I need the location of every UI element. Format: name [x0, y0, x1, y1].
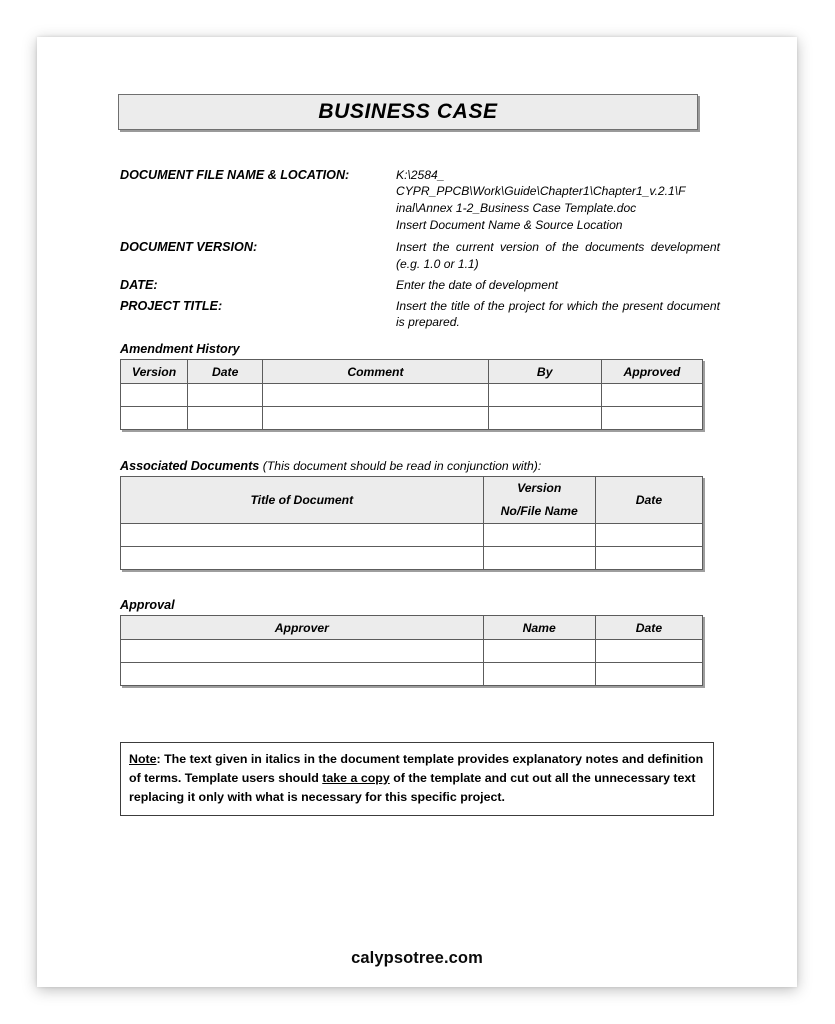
table-row [121, 407, 703, 430]
cell-by[interactable] [488, 407, 601, 430]
file-path-line-2: CYPR_PPCB\Work\Guide\Chapter1\Chapter1_v.2.1\F [396, 184, 686, 199]
document-metadata [120, 167, 720, 335]
column-header-title-of-document: Title of Document [121, 477, 484, 524]
cell-by[interactable] [488, 384, 601, 407]
section-caption-approval: Approval [120, 598, 175, 612]
cell-date[interactable] [595, 640, 702, 663]
table-header-row [121, 477, 703, 524]
cell-title-of-document[interactable] [121, 524, 484, 547]
cell-approved[interactable] [601, 384, 702, 407]
meta-row-date [120, 277, 720, 294]
column-header-comment: Comment [263, 360, 488, 384]
cell-approver[interactable] [121, 663, 484, 686]
meta-value-document-version: Insert the current version of the documents development (e.g. 1.0 or 1.1) [396, 240, 720, 271]
cell-version[interactable] [121, 407, 188, 430]
note-label: Note [129, 752, 157, 766]
meta-value-file-name [396, 167, 720, 233]
meta-label-project-title: PROJECT TITLE: [120, 298, 223, 313]
meta-row-project-title [120, 298, 720, 331]
column-header-version: Version [121, 360, 188, 384]
table-header-row [121, 616, 703, 640]
meta-label-file-name: DOCUMENT FILE NAME & LOCATION: [120, 168, 350, 182]
meta-row-document-version [120, 239, 720, 272]
column-header-date: Date [595, 616, 702, 640]
note-part-2: of the template and cut out all the unnecessary text replacing it only with what is necessary for this specific project. [129, 770, 696, 804]
cell-version[interactable] [483, 524, 595, 547]
file-path-hint: Insert Document Name & Source Location [396, 217, 623, 232]
table-row [121, 547, 703, 570]
file-path-line-1: K:\2584_ [396, 168, 445, 182]
column-header-version-line1: Version [517, 481, 562, 495]
cell-date[interactable] [188, 407, 263, 430]
cell-name[interactable] [483, 640, 595, 663]
column-header-name: Name [483, 616, 595, 640]
section-approval [120, 598, 703, 686]
column-header-approver: Approver [121, 616, 484, 640]
meta-value-date: Enter the date of development [396, 277, 559, 292]
section-associated-documents [120, 459, 703, 570]
table-row [121, 524, 703, 547]
table-row [121, 663, 703, 686]
table-row [121, 384, 703, 407]
section-amendment-history [120, 342, 703, 430]
cell-version[interactable] [121, 384, 188, 407]
column-header-date: Date [595, 477, 702, 524]
table-header-row [121, 360, 703, 384]
page-title: BUSINESS CASE [318, 100, 498, 123]
note-box [120, 742, 714, 816]
associated-documents-table [120, 476, 703, 570]
document-page [37, 37, 797, 987]
meta-value-project-title: Insert the title of the project for which the present document is prepared. [396, 298, 720, 330]
cell-date[interactable] [188, 384, 263, 407]
column-header-approved: Approved [601, 360, 702, 384]
amendment-history-table [120, 359, 703, 430]
document-title-banner [118, 94, 698, 130]
section-caption-text: Associated Documents [120, 459, 260, 473]
cell-date[interactable] [595, 524, 702, 547]
note-text [129, 750, 705, 807]
cell-version[interactable] [483, 547, 595, 570]
meta-row-file-name [120, 167, 720, 233]
meta-label-document-version: DOCUMENT VERSION: [120, 240, 258, 255]
column-header-version-file-name [483, 477, 595, 524]
cell-approved[interactable] [601, 407, 702, 430]
column-header-date: Date [188, 360, 263, 384]
file-path-line-3: inal\Annex 1-2_Business Case Template.doc [396, 200, 637, 215]
cell-date[interactable] [595, 547, 702, 570]
approval-table [120, 615, 703, 686]
page-footer: calypsotree.com [351, 949, 483, 967]
column-header-version-line2: No/File Name [500, 504, 578, 519]
section-caption-associated-documents [120, 459, 703, 473]
cell-title-of-document[interactable] [121, 547, 484, 570]
section-caption-amendment-history: Amendment History [120, 342, 240, 356]
cell-comment[interactable] [263, 407, 488, 430]
section-caption-note: (This document should be read in conjunction with): [262, 459, 542, 473]
cell-name[interactable] [483, 663, 595, 686]
note-part-1: : The text given in italics in the document template provides explanatory notes and definition of terms. Template users should [129, 752, 704, 785]
cell-comment[interactable] [263, 384, 488, 407]
cell-date[interactable] [595, 663, 702, 686]
table-row [121, 640, 703, 663]
note-emphasis: take a copy [322, 770, 390, 785]
column-header-by: By [488, 360, 601, 384]
cell-approver[interactable] [121, 640, 484, 663]
meta-label-date: DATE: [120, 277, 158, 292]
